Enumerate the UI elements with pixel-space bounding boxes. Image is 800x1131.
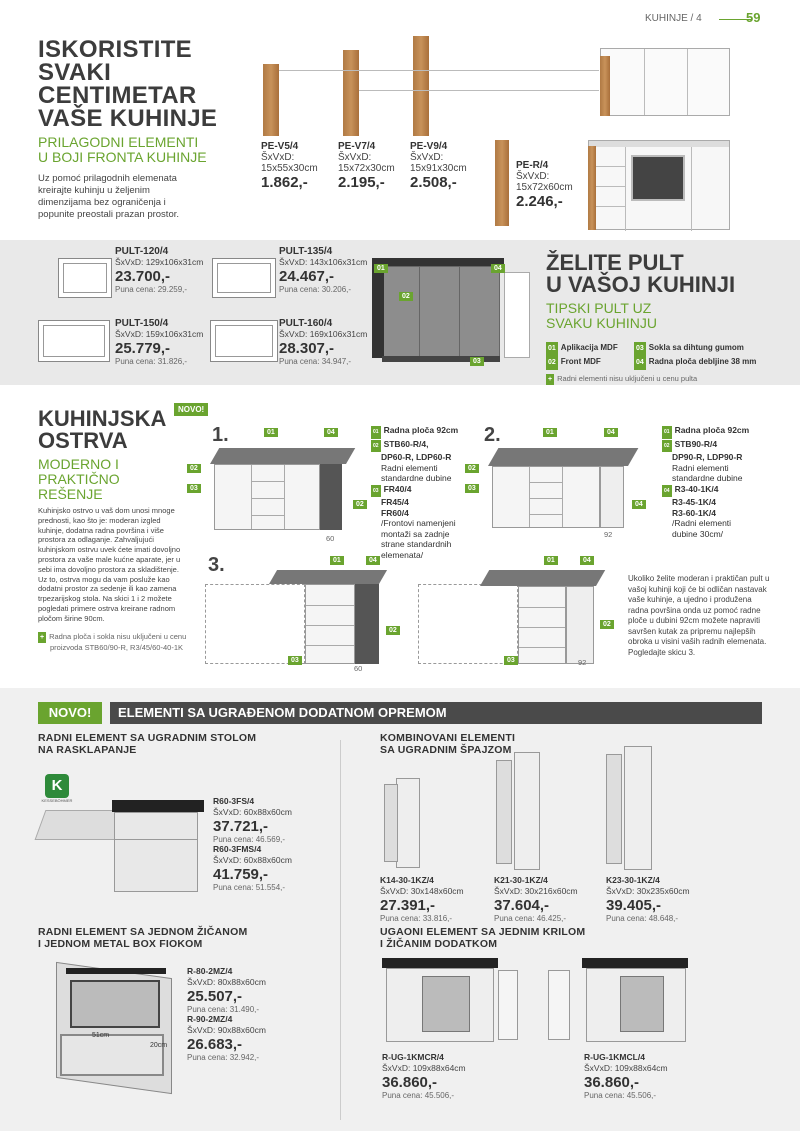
new-badge: NOVO! — [174, 403, 208, 416]
oven — [631, 155, 685, 201]
pe-v7-panel — [343, 50, 359, 136]
r60-3fs-info: R60-3FS/4 ŠxVxD: 60x88x60cm 37.721,- Puna cena: 46.569,- — [213, 796, 292, 844]
upper-side-panel — [600, 56, 610, 116]
upper-cabinets — [600, 48, 730, 116]
drawer-height-label: 20cm — [150, 1042, 168, 1049]
pe-v5-panel — [263, 64, 279, 136]
corner-r-info: R-UG-1KMCR/4 ŠxVxD: 109x88x64cm 36.860,- Puna cena: 45.506,- — [382, 1052, 466, 1100]
sketch-4-drawing — [418, 570, 598, 670]
pantry-k23-image — [606, 746, 658, 872]
pult-tag-01: 01 — [374, 264, 388, 273]
pult-tag-03: 03 — [470, 357, 484, 366]
drawer-title: RADNI ELEMENT SA JEDNOM ŽIČANOM I JEDNOM METAL BOX FIOKOM — [38, 926, 248, 950]
sketch-1-legend: 01 Radna ploča 92cm 02 STB60-R/4, DP60-R, LDP60-R Radni elementi standardne dubine 03 FR40/4 FR45/4 FR60/4 /Frontovi namenjeni montaži sa zadnje strane standardnih elemenata/ — [373, 425, 459, 560]
table-element-title: RADNI ELEMENT SA UGRADNIM STOLOM NA RASKLAPANJE — [38, 732, 257, 756]
lower-side-panel — [588, 146, 596, 230]
page-number: 59 — [746, 10, 761, 25]
pe-r-panel — [495, 140, 509, 226]
intro-subtitle: PRILAGODNI ELEMENTI U BOJI FRONTA KUHINJE — [38, 134, 207, 165]
sketch-3-drawing — [205, 570, 385, 670]
pult-120-image — [58, 258, 112, 298]
table-element-image — [40, 796, 200, 896]
sketch-2-legend: 01 Radna ploča 92cm 02 STB90-R/4 DP90-R, LDP90-R Radni elementi standardne dubine 04 R3-40-1K/4 R3-45-1K/4 R3-60-1K/4 /Radni elementi dubine 30cm/ — [664, 425, 750, 539]
corner-title: UGAONI ELEMENT SA JEDNIM KRILOM I ŽIČANIM DODATKOM — [380, 926, 586, 950]
pe-r-info: PE-R/4 ŠxVxD: 15x72x60cm 2.246,- — [516, 160, 573, 210]
ostrva-text: Kuhinjsko ostrvo u vaš dom unosi mnoge prednosti, kao što je: moderan izgled kuhinje, dodatna radna površina i više prostora za odlaganje. Zahvaljujući kuhinjskom ostrvu uvek ćete imati dovoljno prostora za vaše male kućne aparate, jer u sebi ima dovoljno prostora za skladištenje. Uz to, ostrva mogu da vam posluže kao dodatni prostor za sedenje ili kao zamena trpezarijskog stola. Na skici 1 i 2 možete pogledati primere ostrva kreirane radnom pločom širine 90cm. — [38, 506, 181, 623]
kessebohmer-logo: K KESSEBÖHMER — [40, 774, 74, 808]
pantry-k21-info: K21-30-1KZ/4 ŠxVxD: 30x216x60cm 37.604,- Puna cena: 46.425,- — [494, 875, 578, 923]
sketch-2-drawing — [488, 448, 628, 534]
pe-v9-info: PE-V9/4 ŠxVxD: 15x91x30cm 2.508,- — [410, 141, 467, 191]
pult-120-info: PULT-120/4 ŠxVxD: 129x106x31cm 23.700,- Puna cena: 29.259,- — [115, 246, 204, 294]
sketch-3-depth: 60 — [354, 664, 363, 673]
sketch-3-number: 3. — [208, 554, 225, 576]
intro-text: Uz pomoć prilagodnih elemenata kreirajte kuhinju u željenim dimenzijama bez ograničenja i popunite preostali prazan prostor. — [38, 173, 180, 220]
sketch-1-drawing — [210, 448, 350, 534]
lower-cabinets — [588, 140, 730, 230]
pult-heading: ŽELITE PULT U VAŠOJ KUHINJI TIPSKI PULT UZ SVAKU KUHINJU — [546, 250, 736, 331]
page-header — [640, 10, 790, 26]
r60-3fms-info: R60-3FMS/4 ŠxVxD: 60x88x60cm 41.759,- Puna cena: 51.554,- — [213, 844, 292, 892]
pantry-k23-info: K23-30-1KZ/4 ŠxVxD: 30x235x60cm 39.405,- Puna cena: 48.648,- — [606, 875, 690, 923]
pult-tag-02: 02 — [399, 292, 413, 301]
sketch-4-depth: 92 — [578, 658, 587, 667]
pult-tag-04: 04 — [491, 264, 505, 273]
drawer-image — [40, 964, 180, 1092]
pult-150-image — [38, 320, 110, 362]
section-divider — [340, 740, 341, 1120]
pult-135-info: PULT-135/4 ŠxVxD: 143x106x31cm 24.467,- Puna cena: 30.206,- — [279, 246, 368, 294]
r90-2mz-info: R-90-2MZ/4 ŠxVxD: 90x88x60cm 26.683,- Puna cena: 32.942,- — [187, 1014, 266, 1062]
intro-title: ISKORISTITE SVAKI CENTIMETAR VAŠE KUHINJE — [38, 36, 218, 132]
pantry-title: KOMBINOVANI ELEMENTI SA UGRADNIM ŠPAJZOM — [380, 732, 516, 756]
pantry-k21-image — [496, 752, 546, 872]
guide-line — [279, 70, 599, 71]
pe-v9-panel — [413, 36, 429, 136]
guide-line — [359, 90, 599, 91]
r80-2mz-info: R-80-2MZ/4 ŠxVxD: 80x88x60cm 25.507,- Puna cena: 31.490,- — [187, 966, 266, 1014]
intro-block — [38, 38, 238, 221]
sketch-1-number: 1. — [212, 424, 229, 446]
pe-v7-info: PE-V7/4 ŠxVxD: 15x72x30cm 2.195,- — [338, 141, 395, 191]
sketch-2-number: 2. — [484, 424, 501, 446]
pult-150-info: PULT-150/4 ŠxVxD: 159x106x31cm 25.779,- Puna cena: 31.826,- — [115, 318, 204, 366]
corner-left-image — [548, 958, 688, 1046]
section-label: KUHINJE / 4 — [645, 13, 702, 24]
ostrva-heading: KUHINJSKA OSTRVA MODERNO I PRAKTIČNO REŠENJE — [38, 406, 167, 502]
sketch-2-depth: 92 — [604, 530, 613, 539]
pe-v5-info: PE-V5/4 ŠxVxD: 15x55x30cm 1.862,- — [261, 141, 318, 191]
ostrva-right-text: Ukoliko želite moderan i praktičan pult u vašoj kuhinji koji će bi odličan nastavak vaše kuhinje, a ujedno i produžena radna površina onda uz pomoć radne ploče u dubini 92cm možete napraviti savršen kutak za pripremu najlepših obroka u visini vaših radnih elemenata. Pogledajte skicu 3. — [628, 574, 770, 657]
pantry-k14-image — [384, 778, 424, 870]
pult-160-image — [210, 320, 278, 362]
sketch-1-depth: 60 — [326, 534, 335, 543]
ostrva-footnote: + Radna ploča i sokla nisu uključeni u cenu proizvoda STB60/90-R, R3/45/60-40-1K — [40, 632, 187, 652]
pantry-k14-info: K14-30-1KZ/4 ŠxVxD: 30x148x60cm 27.391,- Puna cena: 33.816,- — [380, 875, 464, 923]
pult-note: + Radni elementi nisu uključeni u cenu pulta — [548, 374, 698, 383]
pult-main-image — [372, 252, 532, 368]
drawer-width-label: 51cm — [92, 1032, 110, 1039]
pult-135-image — [212, 258, 276, 298]
equipment-banner: NOVO! ELEMENTI SA UGRAĐENOM DODATNOM OPREMOM — [38, 702, 762, 724]
corner-l-info: R-UG-1KMCL/4 ŠxVxD: 109x88x64cm 36.860,- Puna cena: 45.506,- — [584, 1052, 668, 1100]
corner-right-image — [382, 958, 522, 1046]
pult-160-info: PULT-160/4 ŠxVxD: 169x106x31cm 28.307,- Puna cena: 34.947,- — [279, 318, 368, 366]
